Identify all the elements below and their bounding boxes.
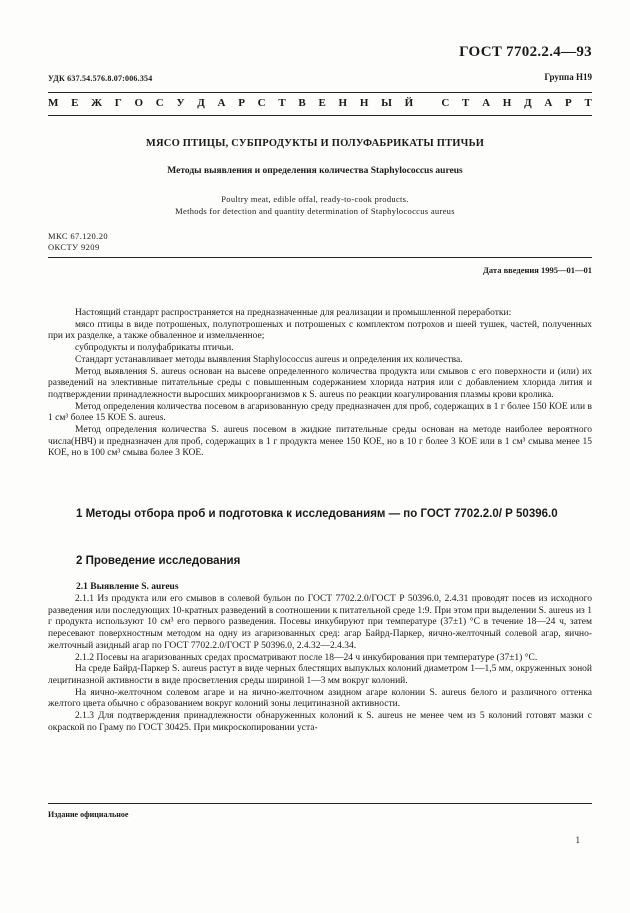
banner-letter: А [544, 97, 553, 109]
document-subtitle: Методы выявления и определения количества Staphylococcus aureus [167, 166, 463, 176]
english-title [0, 193, 630, 217]
section-2-heading: 2 Проведение исследования [76, 555, 241, 567]
paragraph: Стандарт устанавливает методы выявления Staphylococcus aureus и определения их количества. [75, 354, 463, 365]
banner-letter: Т [462, 97, 470, 109]
edition-note: Издание официальное [48, 810, 129, 819]
banner-letter: Ы [381, 97, 392, 109]
banner-bottom-rule [48, 115, 592, 116]
document-title: МЯСО ПТИЦЫ, СУБПРОДУКТЫ И ПОЛУФАБРИКАТЫ ПТИЧЬИ [145, 138, 485, 149]
footer-rule [48, 803, 592, 804]
banner-top-rule [48, 92, 592, 93]
paragraph: 2.1.2 Посевы на агаризованных средах просматривают после 18—24 ч инкубирования при температуре (37±1) °С. [75, 652, 538, 663]
paragraph: субпродукты и полуфабрикаты птичьи. [75, 343, 234, 354]
banner-letter: О [134, 97, 144, 109]
banner-letter: С [257, 97, 266, 109]
paragraph: мясо птицы в виде потрошеных, полупотрошеных и потрошеных с комплектом потрохов и шеей тушек, частей, полученных при их разделке, а также обваленное и измельченное; [48, 319, 592, 342]
paragraph: На яично-желточном солевом агаре и на яично-желточном азидном агаре колонии S. aureus белого и различного оттенка желтого цвета обычно с образованием вокруг колоний зоны лецитиназной активности. [48, 687, 592, 710]
interstate-standard-banner [48, 94, 592, 112]
banner-letter: В [298, 97, 306, 109]
paragraph: 2.1.3 Для подтверждения принадлежности обнаруженных колоний к S. aureus не менее чем из 5 колоний готовят мазки с окраской по Граму по ГОСТ 30425. При микроскопировании уста- [48, 711, 592, 733]
banner-letter: С [441, 97, 450, 109]
banner-letter: А [482, 97, 491, 109]
banner-letter: Е [318, 97, 326, 109]
group-code: Группа Н19 [544, 72, 592, 82]
paragraph: Метод определения количества S. aureus посевом в жидкие питательные среды основан на методе наиболее вероятного числа(НВЧ) и предназначен для проб, содержащих в 1 г продукта менее 150 КОЕ, но в 10 г более 3 КОЕ или в 1 см³ смыва менее 15 КОЕ, но в 100 см³ смыва более 3 КОЕ. [48, 425, 592, 459]
english-title-line-2: Methods for detection and quantity determination of Staphylococcus aureus [175, 206, 455, 216]
banner-letter: С [155, 97, 164, 109]
banner-letter: Ж [91, 97, 103, 109]
gost-number: ГОСТ 7702.2.4—93 [459, 44, 592, 60]
banner-letter: Н [359, 97, 369, 109]
paragraph: Настоящий стандарт распространяется на предназначенные для реализации и промышленной переработки: [75, 308, 512, 318]
okstu-code: ОКСТУ 9209 [48, 242, 100, 252]
classification-codes [48, 231, 108, 253]
subsection-2-1-heading: 2.1 Выявление S. aureus [76, 582, 179, 592]
banner-letter: Н [338, 97, 348, 109]
banner-letter: Н [502, 97, 512, 109]
banner-letter: Т [584, 97, 592, 109]
banner-letter [426, 97, 429, 109]
paragraph: Метод определения количества посевом в агаризованную среду предназначен для проб, содержащих в 1 г более 150 КОЕ или в 1 см³ более 15 КОЕ S. aureus. [48, 401, 592, 424]
introduction-date: Дата введения 1995—01—01 [483, 265, 592, 275]
banner-letter: Р [238, 97, 245, 109]
paragraph: Метод выявления S. aureus основан на высеве определенного количества продукта или смывов с его поверхности и (или) их разведений на элективные питательные среды с повышенным содержанием хлорида натрия или с добавлением хлорида лития и подтверждении принадлежности выросших микроорганизмов к S. aureus по реакции коагулирования плазмы крови кролика. [48, 366, 592, 400]
banner-letter: Г [114, 97, 122, 109]
section-2-text [48, 594, 592, 734]
banner-letter: Д [524, 97, 532, 109]
english-title-line-1: Poultry meat, edible offal, ready-to-cook products. [221, 194, 409, 204]
banner-letter: У [176, 97, 185, 109]
banner-letter: Т [278, 97, 286, 109]
scope-text [48, 308, 592, 460]
mks-code: МКС 67.120.20 [48, 231, 109, 241]
paragraph: На среде Байрд-Паркер S. aureus растут в виде черных блестящих выпуклых колоний диаметром 1—1,5 мм, окруженных зоной лецитиназной активности в виде просветления среды шириной 1—3 мм вокруг колоний. [48, 664, 592, 686]
banner-letter: А [217, 97, 226, 109]
banner-letter: Е [71, 97, 79, 109]
banner-letter: М [48, 97, 59, 109]
section-1-heading: 1 Методы отбора проб и подготовка к исследованиям — по ГОСТ 7702.2.0/ Р 50396.0 [76, 508, 558, 520]
udk-code: УДК 637.54.576.8.07:006.354 [48, 74, 153, 83]
page-number: 1 [575, 835, 580, 845]
paragraph: 2.1.1 Из продукта или его смывов в солевой бульон по ГОСТ 7702.2.0/ГОСТ Р 50396.0, 2.4.31 проводят посев из исходного разведения или последующих 10-кратных разведений в соотношении к питательной среде 1:9. При этом при выделении S. aureus из 1 г продукта используют 10 см³ его первого разведения. Посевы инкубируют при температуре (37±1) °С в течение 18—24 ч, затем пересевают поверхностным методом на одну из агаризованных сред: агар Байрд-Паркер, яично-желточный солевой агар, яично-желточный азидный агар по ГОСТ 7702.2.0/ГОСТ Р 50396.0, 2.4.32—2.4.34. [48, 594, 592, 651]
banner-letter: Р [565, 97, 572, 109]
codes-rule [48, 257, 592, 258]
banner-letter: Й [404, 97, 414, 109]
banner-letter: Д [197, 97, 205, 109]
